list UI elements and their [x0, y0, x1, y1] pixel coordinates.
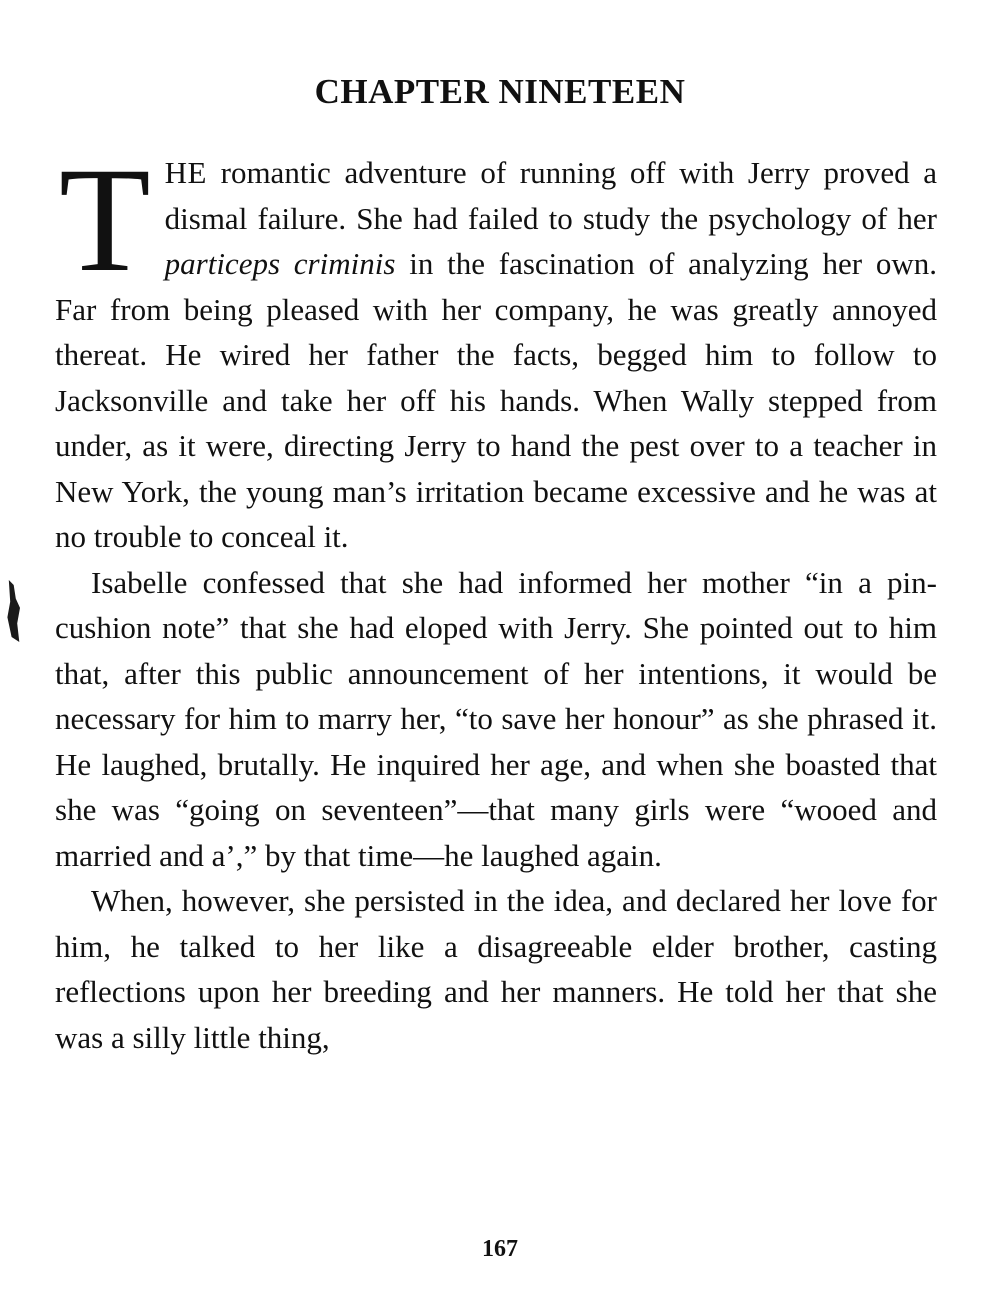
paragraph-3: When, however, she persisted in the idea, and declared her love for him, he talked to her like a disagreeable elder brother, casting reflections upon her breeding and her manners. He told her that she was a silly little thing,: [55, 883, 937, 1055]
latin-phrase: particeps criminis: [164, 246, 396, 281]
paragraph-1: [55, 137, 937, 560]
opening-small-caps: HE: [164, 155, 207, 190]
drop-cap-letter: T: [59, 137, 151, 303]
paragraph-1-text-b: in the fascination of analyzing her own. Far from being pleased with her company, he was greatly annoyed thereat. He wired her father the facts, begged him to follow to Jacksonville and take her off his hands. When Wally stepped from under, as it were, directing Jerry to hand the pest over to a teacher in New York, the young man’s irritation became excessive and he was at no trouble to conceal it.: [55, 246, 937, 554]
page-number: 167: [482, 1236, 518, 1262]
chapter-body: [55, 137, 937, 1060]
paragraph-2: Isabelle confessed that she had informed her mother “in a pin-cushion note” that she had eloped with Jerry. She pointed out to him that, after this public announcement of her intentions, it would be necessary for him to marry her, “to save her honour” as she phrased it. He laughed, brutally. He inquired her age, and when she boasted that she was “going on seventeen”—that many girls were “wooed and married and a’,” by that time—he laughed again.: [55, 564, 937, 873]
paragraph-1-text-a: romantic adventure of running off with Jerry proved a dismal failure. She had failed to study the psychology of her: [164, 155, 937, 236]
scan-blemish: [6, 580, 20, 642]
chapter-title: CHAPTER NINETEEN: [314, 72, 686, 111]
